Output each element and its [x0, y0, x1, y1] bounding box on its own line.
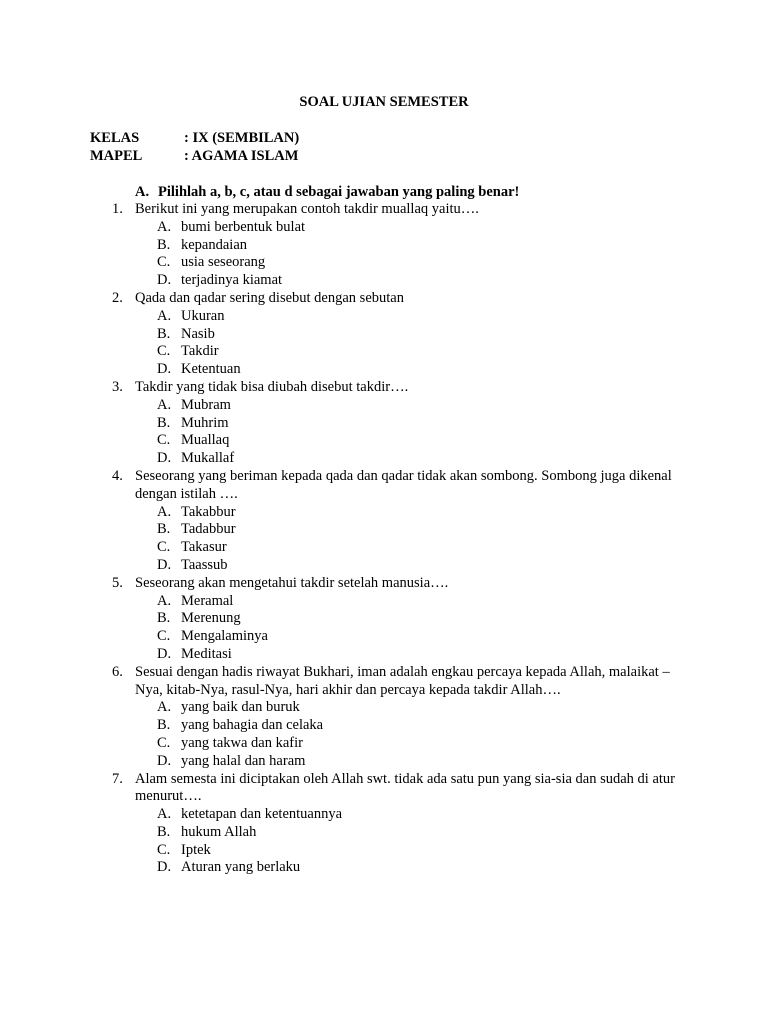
option-letter: D. — [157, 361, 172, 378]
question-number: 7. — [112, 770, 123, 787]
option-letter: C. — [157, 254, 171, 271]
option-letter: C. — [157, 841, 171, 858]
option-text: Takasur — [181, 539, 227, 556]
answer-option — [0, 272, 768, 290]
question-text: Seseorang yang beriman kepada qada dan qadar tidak akan sombong. Sombong juga dikenal dengan istilah …. — [135, 467, 672, 502]
meta-key: KELAS — [90, 130, 140, 146]
answer-option — [0, 699, 768, 717]
question-item — [0, 201, 768, 290]
answer-option — [0, 610, 768, 628]
answer-option — [0, 735, 768, 753]
question-row — [0, 575, 768, 593]
option-letter: B. — [157, 414, 171, 431]
option-text: yang halal dan haram — [181, 752, 306, 769]
option-letter: C. — [157, 628, 171, 645]
option-letter: B. — [157, 717, 171, 734]
option-text: Meramal — [181, 592, 234, 609]
question-row — [0, 664, 768, 700]
option-letter: C. — [157, 539, 171, 556]
question-row — [0, 290, 768, 308]
question-item — [0, 575, 768, 664]
question-text: Takdir yang tidak bisa diubah disebut takdir…. — [135, 378, 409, 395]
option-text: Tadabbur — [181, 521, 236, 538]
option-text: Nasib — [181, 325, 215, 342]
question-list — [0, 201, 768, 877]
option-text: ketetapan dan ketentuannya — [181, 806, 343, 823]
option-text: Takabbur — [181, 503, 236, 520]
option-text: Ukuran — [181, 307, 225, 324]
option-letter: C. — [157, 734, 171, 751]
section-instruction: Pilihlah a, b, c, atau d sebagai jawaban yang paling benar! — [158, 184, 520, 200]
question-item — [0, 664, 768, 771]
option-letter: D. — [157, 556, 172, 573]
option-text: Taassub — [181, 556, 228, 573]
answer-option — [0, 842, 768, 860]
option-letter: B. — [157, 610, 171, 627]
option-text: Muhrim — [181, 414, 229, 431]
option-text: hukum Allah — [181, 823, 257, 840]
option-letter: C. — [157, 343, 171, 360]
option-text: terjadinya kiamat — [181, 272, 283, 289]
question-text: Berikut ini yang merupakan contoh takdir muallaq yaitu…. — [135, 201, 479, 217]
option-text: Meditasi — [181, 645, 232, 662]
page-title: SOAL UJIAN SEMESTER — [299, 94, 469, 110]
option-text: yang bahagia dan celaka — [181, 717, 324, 734]
option-text: Mubram — [181, 396, 231, 413]
answer-option — [0, 361, 768, 379]
question-number: 6. — [112, 663, 123, 680]
option-text: Ketentuan — [181, 361, 241, 378]
answer-option — [0, 450, 768, 468]
meta-key: MAPEL — [90, 148, 143, 164]
option-letter: D. — [157, 272, 172, 289]
option-text: yang baik dan buruk — [181, 699, 300, 716]
option-text: usia seseorang — [181, 254, 266, 271]
answer-option — [0, 593, 768, 611]
answer-option — [0, 539, 768, 557]
answer-option — [0, 824, 768, 842]
option-letter: D. — [157, 645, 172, 662]
option-text: bumi berbentuk bulat — [181, 218, 306, 235]
question-row — [0, 201, 768, 219]
option-letter: D. — [157, 859, 172, 876]
option-letter: D. — [157, 752, 172, 769]
option-text: Muallaq — [181, 432, 230, 449]
option-letter: A. — [157, 806, 172, 823]
option-letter: D. — [157, 450, 172, 467]
question-number: 2. — [112, 289, 123, 306]
option-letter: A. — [157, 592, 172, 609]
option-text: yang takwa dan kafir — [181, 734, 303, 751]
answer-option — [0, 753, 768, 771]
option-letter: A. — [157, 396, 172, 413]
answer-option — [0, 432, 768, 450]
question-number: 4. — [112, 467, 123, 484]
option-text: Merenung — [181, 610, 241, 627]
option-text: Mengalaminya — [181, 628, 268, 645]
option-letter: A. — [157, 307, 172, 324]
answer-option — [0, 628, 768, 646]
question-item — [0, 290, 768, 379]
option-text: kepandaian — [181, 236, 248, 253]
option-letter: A. — [157, 699, 172, 716]
question-number: 3. — [112, 378, 123, 395]
option-letter: A. — [157, 218, 172, 235]
answer-option — [0, 237, 768, 255]
answer-option — [0, 521, 768, 539]
option-letter: A. — [157, 503, 172, 520]
answer-option — [0, 397, 768, 415]
meta-row-class — [90, 129, 299, 147]
answer-option — [0, 504, 768, 522]
section-label: A. — [135, 184, 150, 200]
option-text: Aturan yang berlaku — [181, 859, 301, 876]
answer-option — [0, 646, 768, 664]
question-row — [0, 468, 768, 504]
question-row — [0, 771, 768, 807]
answer-option — [0, 415, 768, 433]
meta-row-subject — [90, 147, 298, 165]
meta-value: : AGAMA ISLAM — [184, 148, 299, 164]
question-text: Qada dan qadar sering disebut dengan sebutan — [135, 289, 404, 306]
option-text: Takdir — [181, 343, 219, 360]
question-item — [0, 468, 768, 575]
question-item — [0, 379, 768, 468]
option-letter: B. — [157, 521, 171, 538]
answer-option — [0, 717, 768, 735]
question-text: Seseorang akan mengetahui takdir setelah manusia…. — [135, 574, 449, 591]
answer-option — [0, 219, 768, 237]
answer-option — [0, 806, 768, 824]
question-number: 1. — [112, 201, 123, 217]
question-text: Alam semesta ini diciptakan oleh Allah swt. tidak ada satu pun yang sia-sia dan sudah di atur menurut…. — [135, 770, 675, 805]
answer-option — [0, 557, 768, 575]
answer-option — [0, 343, 768, 361]
question-text: Sesuai dengan hadis riwayat Bukhari, iman adalah engkau percaya kepada Allah, malaikat –Nya, kitab-Nya, rasul-Nya, hari akhir dan percaya kepada takdir Allah…. — [135, 663, 670, 698]
question-number: 5. — [112, 574, 123, 591]
answer-option — [0, 326, 768, 344]
option-letter: C. — [157, 432, 171, 449]
option-letter: B. — [157, 823, 171, 840]
answer-option — [0, 859, 768, 877]
option-letter: B. — [157, 236, 171, 253]
answer-option — [0, 308, 768, 326]
option-text: Mukallaf — [181, 450, 235, 467]
meta-value: : IX (SEMBILAN) — [184, 130, 300, 146]
answer-option — [0, 254, 768, 272]
option-letter: B. — [157, 325, 171, 342]
question-row — [0, 379, 768, 397]
question-item — [0, 771, 768, 878]
option-text: Iptek — [181, 841, 211, 858]
